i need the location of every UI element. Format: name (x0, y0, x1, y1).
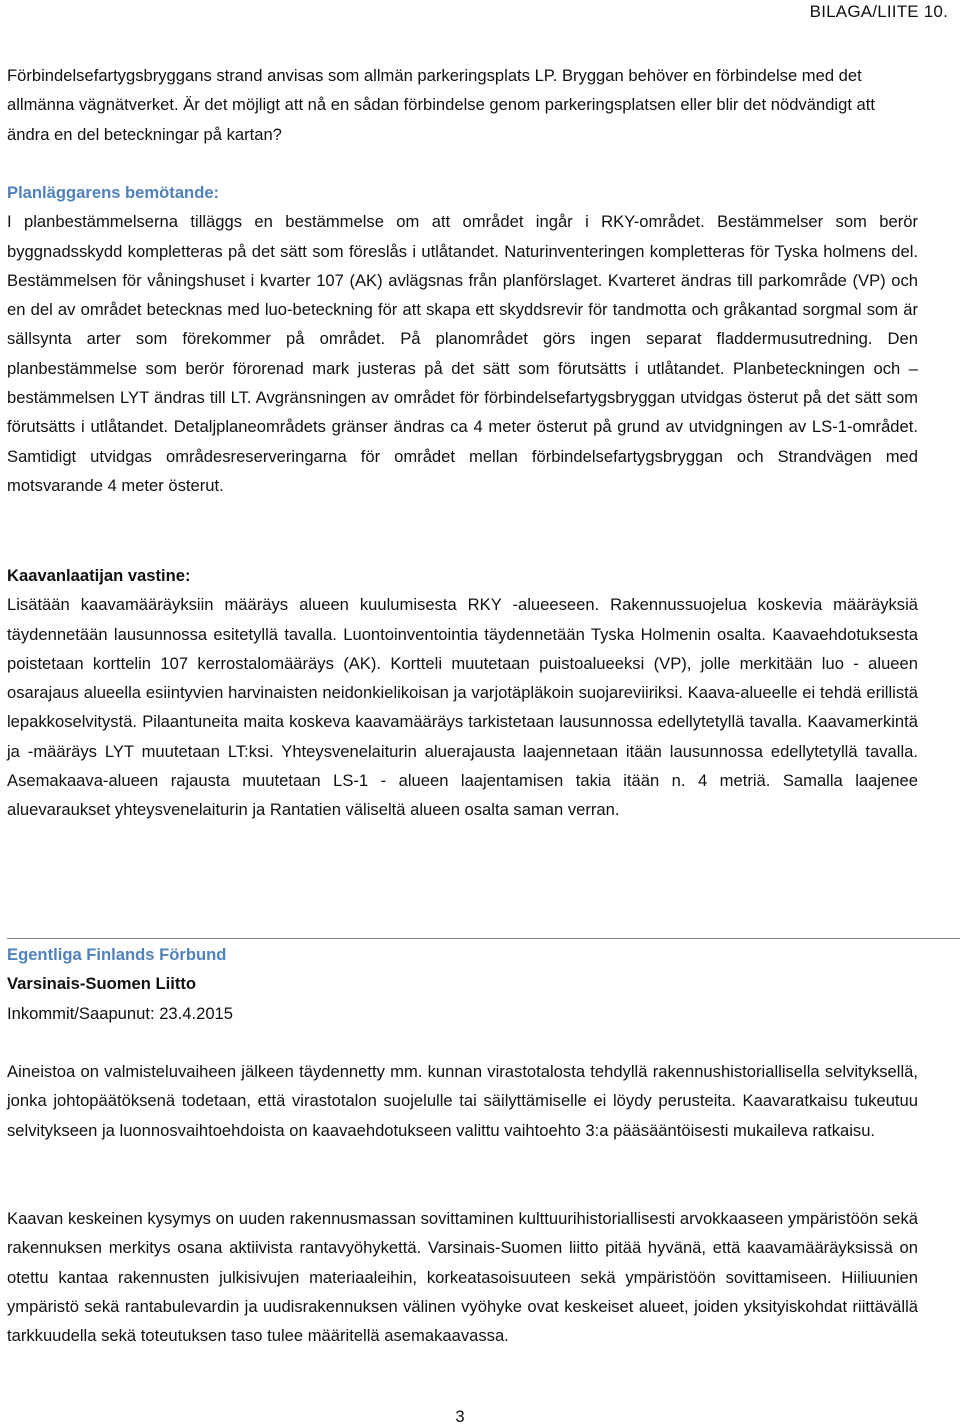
sender-block (7, 940, 918, 1028)
statement-paragraph-1: Aineistoa on valmisteluvaiheen jälkeen täydennetty mm. kunnan virastotalosta tehdyllä rakennushistoriallisella selvityksellä, jonka johtopäätöksenä todetaan, että virastotalon suojelulle tai säilyttämiselle ei löydy perusteita. Kaavaratkaisu tukeutuu selvitykseen ja luonnosvaihtoehdoista on kaavaehdotukseen valittu vaihtoehto 3:a pääsääntöisesti mukaileva ratkaisu. (7, 1062, 918, 1140)
planner-response-fi (7, 561, 918, 825)
attachment-label: BILAGA/LIITE 10. (809, 2, 948, 21)
received-date: Inkommit/Saapunut: 23.4.2015 (7, 1003, 234, 1023)
question-paragraph: Förbindelsefartygsbryggans strand anvisas som allmän parkeringsplats LP. Bryggan behöver en förbindelse med det allmänna vägnätverket. Är det möjligt att nå en sådan förbindelse genom parkeringsplatsen eller blir det nödvändigt att ändra en del beteckningar på kartan? (7, 66, 876, 144)
planner-response-sv-heading: Planläggarens bemötande: (7, 183, 220, 202)
sender-name-sv: Egentliga Finlands Förbund (7, 945, 227, 964)
question-section (7, 61, 918, 149)
planner-response-sv-text: I planbestämmelserna tilläggs en bestämmelse om att området ingår i RKY-området. Bestämmelser som berör byggnadsskydd kompletteras på det sätt som föreslås i utlåtandet. Naturinventeringen kompletteras för Tyska holmens del. Bestämmelsen för våningshuset i kvarter 107 (AK) avlägsnas från planförslaget. Kvarteret ändras till parkområde (VP) och en del av området betecknas med luo-beteckning för att skapa ett skyddsrevir för tandmotta och gråkantad sorgmal som är sällsynta arter som förekommer på området. På planområdet görs ingen separat fladdermusutredning. Den planbestämmelse som berör förorenad mark justeras på det sätt som förutsätts i utlåtandet. Planbeteckningen och – bestämmelsen LYT ändras till LT. Avgränsningen av området för förbindelsefartygsbryggan utvidgas österut på det sätt som förutsätts i utlåtandet. Detaljplaneområdets gränser ändras ca 4 meter österut på grund av utvidgningen av LS-1-området. Samtidigt utvidgas områdesreserveringarna för området mellan förbindelsefartygsbryggan och Strandvägen med motsvarande 4 meter österut. (7, 212, 918, 495)
statement-paragraph-1-block (7, 1057, 918, 1145)
statement-paragraph-2-block (7, 1204, 918, 1350)
planner-response-fi-heading: Kaavanlaatijan vastine: (7, 566, 191, 585)
planner-response-fi-text: Lisätään kaavamääräyksiin määräys alueen kuulumisesta RKY -alueeseen. Rakennussuojelua koskevia määräyksiä täydennetään lausunnossa esitetyllä tavalla. Luontoinventointia täydennetään Tyska Holmenin osalta. Kaavaehdotuksesta poistetaan korttelin 107 kerrostalomääräys (AK). Kortteli muutetaan puistoalueeksi (VP), jolle merkitään luo - alueen osarajaus alueella esiintyvien harvinaisten neidonkielikoisan ja varjotäpläkoin suojareviiriksi. Kaava-alueelle ei tehdä erillistä lepakkoselvitystä. Pilaantuneita maita koskeva kaavamääräys tarkistetaan lausunnossa edellytetyllä tavalla. Kaavamerkintä ja -määräys LYT muutetaan LT:ksi. Yhteysvenelaiturin aluerajausta laajennetaan itään lausunnossa edellytetyllä tavalla. Asemakaava-alueen rajausta muutetaan LS-1 - alueen laajentamisen takia itään n. 4 metriä. Samalla laajenee aluevaraukset yhteysvenelaiturin ja Rantatien väliseltä alueen osalta saman verran. (7, 595, 918, 820)
section-divider (7, 938, 960, 939)
planner-response-sv (7, 178, 918, 500)
sender-name-fi: Varsinais-Suomen Liitto (7, 974, 197, 994)
page-number: 3 (455, 1407, 465, 1426)
statement-paragraph-2: Kaavan keskeinen kysymys on uuden rakennusmassan sovittaminen kulttuurihistoriallisesti arvokkaaseen ympäristöön sekä rakennuksen merkitys osana aktiivista rantavyöhykettä. Varsinais-Suomen liitto pitää hyvänä, että kaavamääräyksissä on otettu kantaa rakennusten julkisivujen materiaaleihin, korkeatasoisuuteen sekä ympäristöön sovittamiseen. Hiiliuunien ympäristö sekä rantabulevardin ja uudisrakennuksen välinen vyöhyke ovat keskeiset alueet, joiden yksityiskohdat riittävällä tarkkuudella sekä toteutuksen taso tulee määritellä asemakaavassa. (7, 1209, 918, 1346)
